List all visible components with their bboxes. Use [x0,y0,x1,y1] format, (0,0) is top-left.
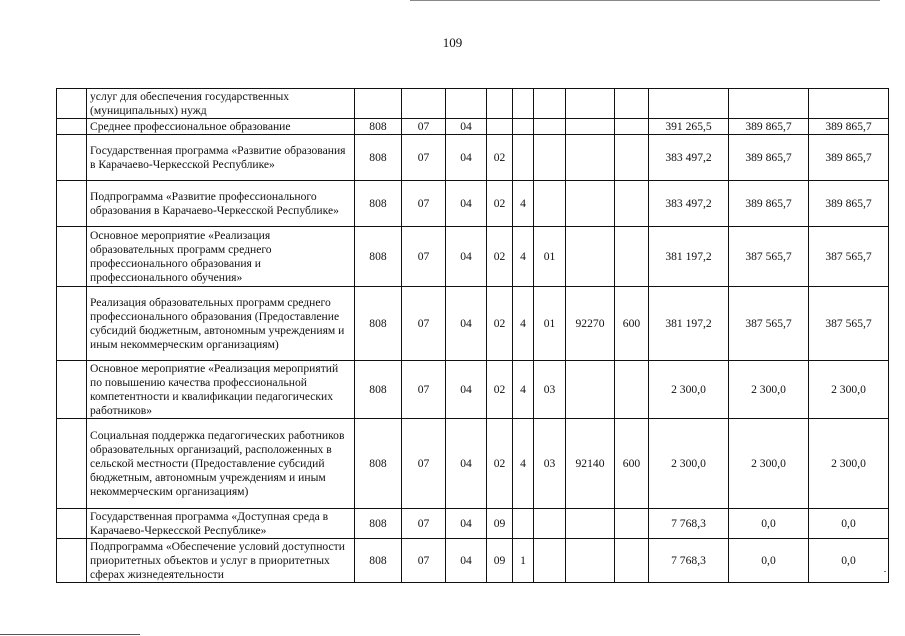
cell-cs2: 4 [513,287,534,361]
cell-cs3 [534,509,566,539]
cell-rz: 07 [402,539,446,583]
budget-table [56,88,889,583]
cell-rz: 07 [402,119,446,135]
cell-cs4 [566,181,615,227]
cell-cs2 [513,119,534,135]
scan-bottom-rule [0,634,140,635]
cell-cs2: 4 [513,181,534,227]
cell-s3: 389 865,7 [809,135,889,181]
cell-desc: услуг для обеспечения государственных (муниципальных) нужд [87,89,355,119]
cell-vr [615,509,649,539]
cell-cs2 [513,509,534,539]
table-row [57,119,889,135]
cell-cs1: 02 [487,181,513,227]
cell-cs3 [534,135,566,181]
cell-vr: 600 [615,287,649,361]
cell-grbs: 808 [355,287,402,361]
cell-cs1 [487,119,513,135]
cell-desc: Подпрограмма «Обеспечение условий доступности приоритетных объектов и услуг в приоритетных сферах жизнедеятельности [87,539,355,583]
scan-top-rule [410,0,880,1]
cell-cs1: 02 [487,227,513,287]
cell-s2: 2 300,0 [729,361,809,419]
cell-vr [615,119,649,135]
row-number-cell [57,361,87,419]
cell-grbs: 808 [355,361,402,419]
cell-prz: 04 [446,509,487,539]
cell-cs3: 03 [534,361,566,419]
cell-cs1: 02 [487,287,513,361]
table-row [57,227,889,287]
cell-s3: 389 865,7 [809,119,889,135]
cell-vr [615,181,649,227]
cell-s3: 387 565,7 [809,287,889,361]
cell-s1: 391 265,5 [649,119,729,135]
cell-vr [615,227,649,287]
cell-cs3 [534,539,566,583]
cell-prz [446,89,487,119]
cell-desc: Реализация образовательных программ среднего профессионального образования (Предоставление субсидий бюджетным, автономным учреждениям и иным некоммерческим организациям) [87,287,355,361]
cell-cs4 [566,361,615,419]
cell-vr: 600 [615,419,649,509]
cell-rz: 07 [402,287,446,361]
cell-prz: 04 [446,361,487,419]
cell-prz: 04 [446,227,487,287]
cell-grbs: 808 [355,135,402,181]
cell-cs4 [566,119,615,135]
row-number-cell [57,539,87,583]
cell-cs2 [513,89,534,119]
cell-desc: Среднее профессиональное образование [87,119,355,135]
cell-desc: Подпрограмма «Развитие профессионального образования в Карачаево-Черкесской Республике» [87,181,355,227]
cell-cs1: 09 [487,509,513,539]
cell-cs3: 03 [534,419,566,509]
cell-cs3 [534,89,566,119]
cell-rz: 07 [402,181,446,227]
cell-grbs: 808 [355,119,402,135]
cell-s3: 2 300,0 [809,419,889,509]
row-number-cell [57,509,87,539]
scan-artifact [884,571,886,572]
cell-rz [402,89,446,119]
cell-desc: Государственная программа «Развитие образования в Карачаево-Черкесской Республике» [87,135,355,181]
cell-s1: 383 497,2 [649,135,729,181]
cell-s2: 387 565,7 [729,227,809,287]
cell-cs1: 02 [487,135,513,181]
cell-s2: 389 865,7 [729,135,809,181]
cell-s3: 389 865,7 [809,181,889,227]
row-number-cell [57,227,87,287]
cell-s2: 389 865,7 [729,181,809,227]
table-row [57,89,889,119]
cell-cs2 [513,135,534,181]
cell-s3: 2 300,0 [809,361,889,419]
cell-vr [615,539,649,583]
cell-s1: 2 300,0 [649,419,729,509]
cell-cs4 [566,227,615,287]
budget-table-body [57,89,889,583]
cell-cs2: 4 [513,227,534,287]
cell-s2 [729,89,809,119]
cell-grbs [355,89,402,119]
cell-prz: 04 [446,419,487,509]
table-row [57,181,889,227]
cell-s1: 7 768,3 [649,509,729,539]
cell-cs2: 1 [513,539,534,583]
table-row [57,419,889,509]
cell-vr [615,89,649,119]
cell-s1: 383 497,2 [649,181,729,227]
cell-cs4 [566,135,615,181]
cell-cs2: 4 [513,361,534,419]
cell-s1: 381 197,2 [649,227,729,287]
cell-cs1: 02 [487,419,513,509]
cell-s3: 0,0 [809,539,889,583]
cell-cs3: 01 [534,287,566,361]
cell-rz: 07 [402,419,446,509]
cell-grbs: 808 [355,419,402,509]
cell-cs3 [534,181,566,227]
cell-s2: 387 565,7 [729,287,809,361]
row-number-cell [57,181,87,227]
page-number: 109 [442,35,463,50]
cell-grbs: 808 [355,509,402,539]
cell-s1 [649,89,729,119]
cell-prz: 04 [446,539,487,583]
cell-grbs: 808 [355,227,402,287]
cell-rz: 07 [402,227,446,287]
cell-s2: 0,0 [729,539,809,583]
cell-s2: 2 300,0 [729,419,809,509]
cell-desc: Социальная поддержка педагогических работников образовательных организаций, расположенных в сельской местности (Предоставление субсидий бюджетным, автономным учреждениям и иным некоммерческим организациям) [87,419,355,509]
cell-cs4 [566,509,615,539]
row-number-cell [57,119,87,135]
cell-s1: 381 197,2 [649,287,729,361]
cell-desc: Государственная программа «Доступная среда в Карачаево-Черкесской Республике» [87,509,355,539]
cell-desc: Основное мероприятие «Реализация образовательных программ среднего профессионального образования и профессионального обучения» [87,227,355,287]
cell-cs4: 92140 [566,419,615,509]
cell-s1: 7 768,3 [649,539,729,583]
cell-desc: Основное мероприятие «Реализация мероприятий по повышению качества профессиональной компетентности и квалификации педагогических работников» [87,361,355,419]
cell-rz: 07 [402,509,446,539]
cell-s3: 0,0 [809,509,889,539]
cell-s2: 389 865,7 [729,119,809,135]
row-number-cell [57,135,87,181]
cell-cs1: 02 [487,361,513,419]
cell-cs2: 4 [513,419,534,509]
cell-cs3: 01 [534,227,566,287]
cell-vr [615,135,649,181]
table-row [57,539,889,583]
cell-cs4 [566,89,615,119]
table-row [57,135,889,181]
cell-prz: 04 [446,135,487,181]
cell-prz: 04 [446,287,487,361]
cell-grbs: 808 [355,181,402,227]
cell-prz: 04 [446,119,487,135]
table-row [57,509,889,539]
cell-cs4: 92270 [566,287,615,361]
table-row [57,287,889,361]
cell-rz: 07 [402,361,446,419]
cell-cs4 [566,539,615,583]
cell-grbs: 808 [355,539,402,583]
cell-s3 [809,89,889,119]
cell-s1: 2 300,0 [649,361,729,419]
cell-cs1: 09 [487,539,513,583]
cell-s2: 0,0 [729,509,809,539]
row-number-cell [57,419,87,509]
row-number-cell [57,287,87,361]
cell-cs1 [487,89,513,119]
row-number-cell [57,89,87,119]
cell-s3: 387 565,7 [809,227,889,287]
cell-vr [615,361,649,419]
table-row [57,361,889,419]
cell-prz: 04 [446,181,487,227]
cell-rz: 07 [402,135,446,181]
cell-cs3 [534,119,566,135]
